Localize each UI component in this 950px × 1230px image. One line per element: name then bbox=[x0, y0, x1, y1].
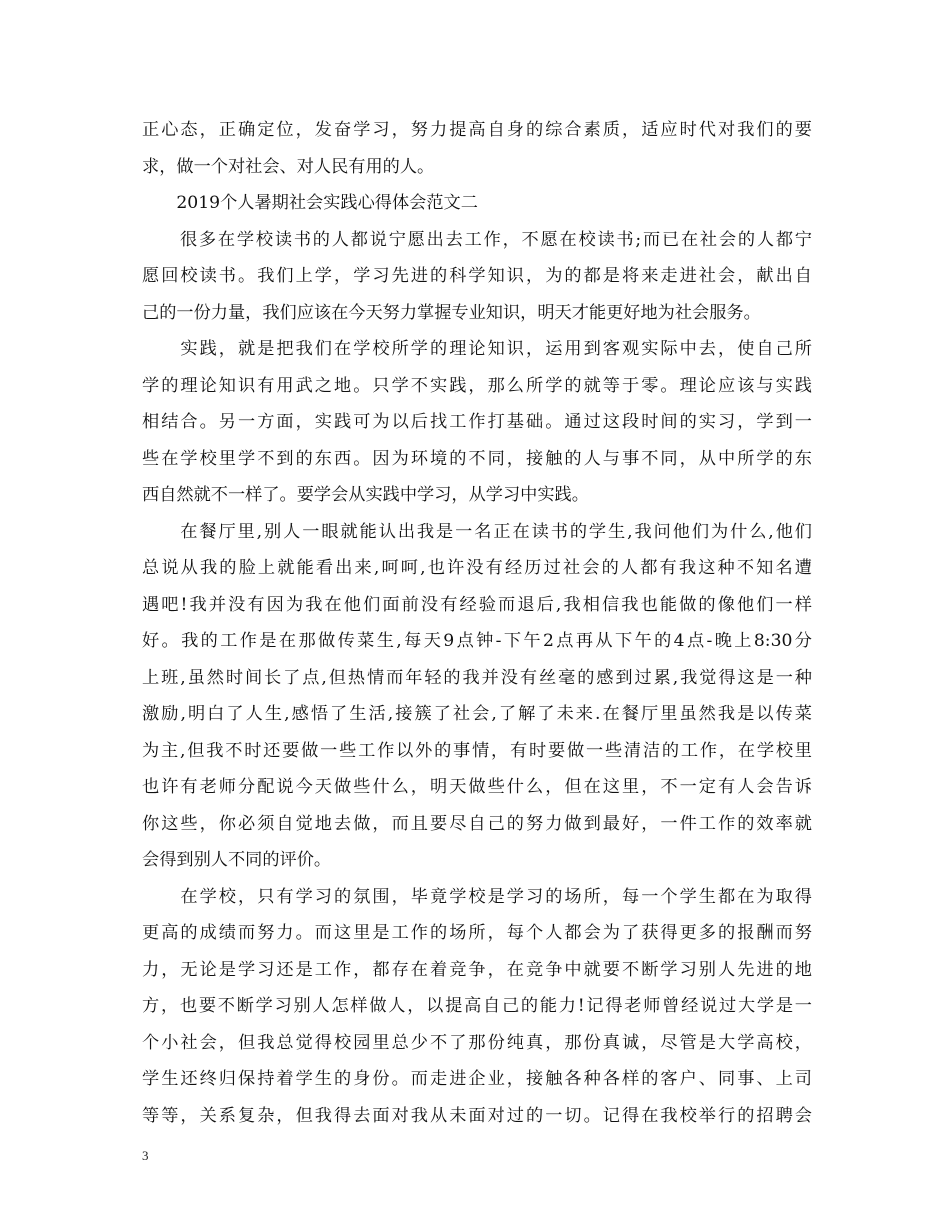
text-line: 很多在学校读书的人都说宁愿出去工作，不愿在校读书;而已在社会的人都宁 bbox=[142, 230, 812, 250]
text-line: 在学校，只有学习的氛围，毕竟学校是学习的场所，每一个学生都在为取得 bbox=[142, 887, 812, 907]
text-line: 正心态，正确定位，发奋学习，努力提高自身的综合素质，适应时代对我们的要 bbox=[142, 120, 812, 140]
text-line: 学生还终归保持着学生的身份。而走进企业，接触各种各样的客户、同事、上司 bbox=[142, 1069, 812, 1089]
text-line: 在餐厅里,别人一眼就能认出我是一名正在读书的学生,我问他们为什么,他们 bbox=[142, 522, 812, 542]
text-line: 西自然就不一样了。要学会从实践中学习，从学习中实践。 bbox=[142, 485, 589, 505]
text-line: 为主,但我不时还要做一些工作以外的事情，有时要做一些清洁的工作，在学校里 bbox=[142, 741, 812, 761]
text-line: 激励,明白了人生,感悟了生活,接簇了社会,了解了未来.在餐厅里虽然我是以传菜 bbox=[142, 704, 812, 724]
text-line: 学的理论知识有用武之地。只学不实践，那么所学的就等于零。理论应该与实践 bbox=[142, 376, 812, 396]
text-line: 你这些，你必须自觉地去做，而且要尽自己的努力做到最好，一件工作的效率就 bbox=[142, 814, 812, 834]
text-line: 也许有老师分配说今天做些什么，明天做些什么，但在这里，不一定有人会告诉 bbox=[142, 777, 812, 797]
text-line: 些在学校里学不到的东西。因为环境的不同，接触的人与事不同，从中所学的东 bbox=[142, 449, 812, 469]
text-line: 遇吧!我并没有因为我在他们面前没有经验而退后,我相信我也能做的像他们一样 bbox=[142, 595, 812, 615]
text-line: 会得到别人不同的评价。 bbox=[142, 850, 332, 870]
section-heading: 2019个人暑期社会实践心得体会范文二 bbox=[142, 193, 478, 213]
text-line: 己的一份力量，我们应该在今天努力掌握专业知识，明天才能更好地为社会服务。 bbox=[142, 303, 761, 323]
text-line: 力，无论是学习还是工作，都存在着竞争，在竞争中就要不断学习别人先进的地 bbox=[142, 960, 812, 980]
text-line: 愿回校读书。我们上学，学习先进的科学知识，为的都是将来走进社会，献出自 bbox=[142, 266, 812, 286]
text-line: 好。我的工作是在那做传菜生,每天9点钟-下午2点再从下午的4点-晚上8:30分 bbox=[142, 631, 812, 651]
text-line: 相结合。另一方面，实践可为以后找工作打基础。通过这段时间的实习，学到一 bbox=[142, 412, 812, 432]
page-number: 3 bbox=[142, 1148, 149, 1163]
text-line: 上班,虽然时间长了点,但热情而年轻的我并没有丝毫的感到过累,我觉得这是一种 bbox=[142, 668, 812, 688]
text-line: 求，做一个对社会、对人民有用的人。 bbox=[142, 157, 435, 177]
text-line: 更高的成绩而努力。而这里是工作的场所，每个人都会为了获得更多的报酬而努 bbox=[142, 923, 812, 943]
text-line: 等等，关系复杂，但我得去面对我从未面对过的一切。记得在我校举行的招聘会 bbox=[142, 1106, 812, 1126]
text-line: 实践，就是把我们在学校所学的理论知识，运用到客观实际中去，使自己所 bbox=[142, 339, 812, 359]
text-line: 方，也要不断学习别人怎样做人，以提高自己的能力!记得老师曾经说过大学是一 bbox=[142, 996, 812, 1016]
text-line: 个小社会，但我总觉得校园里总少不了那份纯真，那份真诚，尽管是大学高校， bbox=[142, 1033, 812, 1053]
text-line: 总说从我的脸上就能看出来,呵呵,也许没有经历过社会的人都有我这种不知名遭 bbox=[142, 558, 812, 578]
